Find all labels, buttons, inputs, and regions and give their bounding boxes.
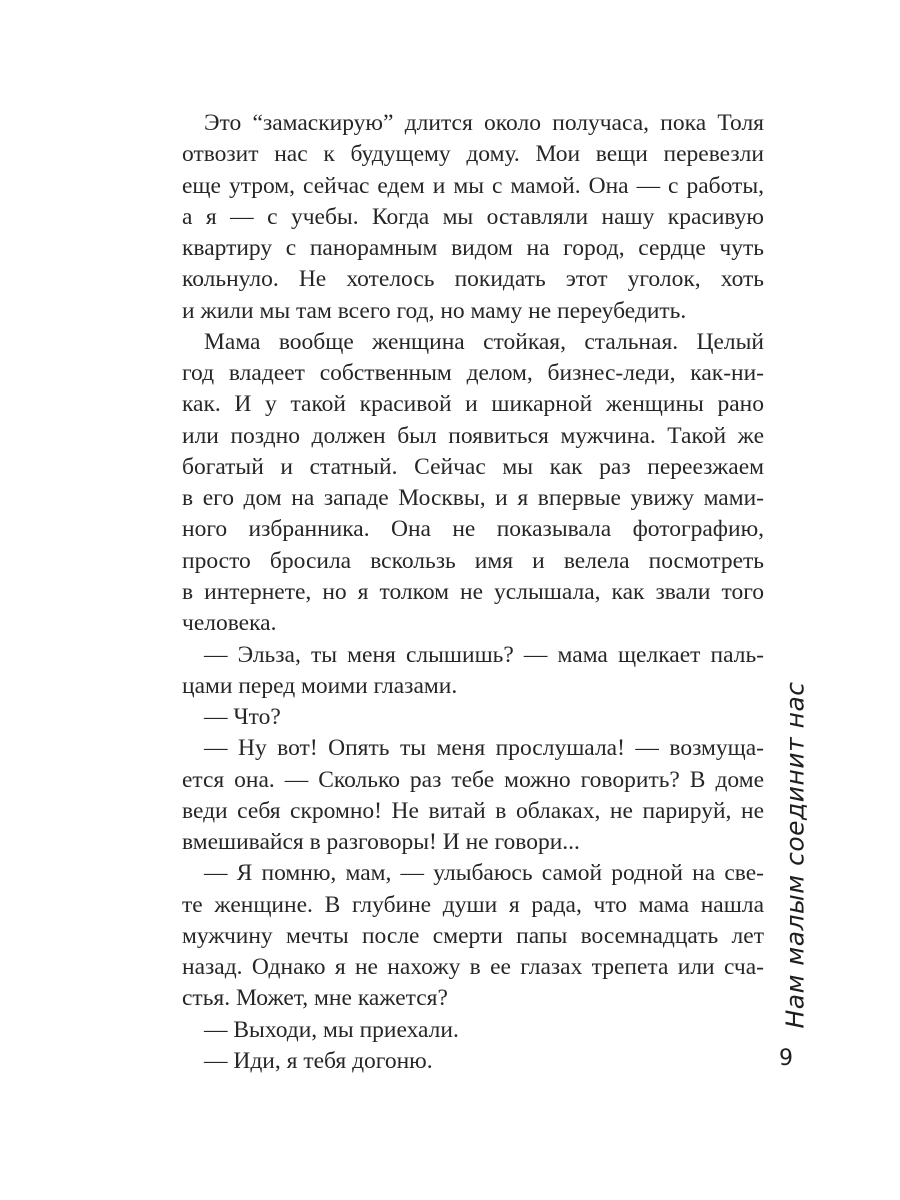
paragraph	[182, 733, 764, 858]
text-line: веди себя скромно! Не витай в облаках, не парируй, не	[182, 797, 764, 824]
text-line: или поздно должен был появиться мужчина. Такой же	[182, 422, 764, 449]
text-line: отвозит нас к будущему дому. Мои вещи перевезли	[182, 141, 764, 168]
text-line: Мама вообще женщина стойкая, стальная. Целый	[204, 328, 764, 355]
paragraph	[182, 108, 764, 327]
running-title: Нам малым соединит нас	[780, 681, 810, 1029]
text-line: — Выходи, мы приехали.	[204, 1016, 459, 1043]
text-line: а я — с учебы. Когда мы оставляли нашу красивую	[182, 203, 764, 230]
text-line: ного избранника. Она не показывала фотографию,	[182, 516, 764, 543]
paragraph	[182, 858, 764, 1014]
text-line: человека.	[182, 610, 277, 637]
text-line: квартиру с панорамным видом на город, сердце чуть	[182, 235, 764, 262]
text-line: — Ну вот! Опять ты меня прослушала! — возмуща-	[204, 735, 764, 762]
text-line: ется она. — Сколько раз тебе можно говорить? В доме	[182, 766, 764, 793]
text-line: и жили мы там всего год, но маму не переубедить.	[182, 297, 687, 324]
text-line: — Иди, я тебя догоню.	[204, 1047, 433, 1074]
text-line: стья. Может, мне кажется?	[182, 985, 448, 1012]
text-line: — Я помню, мам, — улыбаюсь самой родной на све-	[204, 860, 764, 887]
text-line: назад. Однако я не нахожу в ее глазах трепета или сча-	[182, 954, 764, 981]
text-line: год владеет собственным делом, бизнес-леди, как-ни-	[182, 360, 764, 387]
paragraph	[182, 327, 764, 640]
text-line: в его дом на западе Москвы, и я впервые увижу мами-	[182, 485, 764, 512]
text-line: просто бросила вскользь имя и велела посмотреть	[182, 547, 764, 574]
paragraph	[182, 1046, 764, 1077]
text-line: как. И у такой красивой и шикарной женщины рано	[182, 391, 764, 418]
text-line: Это “замаскирую” длится около получаса, пока Толя	[204, 110, 764, 136]
text-line: мужчину мечты после смерти папы восемнадцать лет	[182, 922, 764, 949]
text-line: кольнуло. Не хотелось покидать этот уголок, хоть	[182, 266, 764, 293]
paragraph	[182, 1015, 764, 1046]
text-line: в интернете, но я толком не услышала, как звали того	[182, 578, 764, 605]
body-text	[182, 108, 764, 1077]
text-line: — Эльза, ты меня слышишь? — мама щелкает паль-	[204, 641, 764, 668]
text-line: вмешивайся в разговоры! И не говори...	[182, 829, 580, 856]
text-line: те женщине. В глубине души я рада, что мама нашла	[182, 891, 764, 918]
text-line: цами перед моими глазами.	[182, 672, 458, 699]
page-number: 9	[779, 1046, 793, 1071]
paragraph	[182, 640, 764, 703]
paragraph	[182, 702, 764, 733]
text-line: еще утром, сейчас едем и мы с мамой. Она — с работы,	[182, 172, 764, 199]
text-line: — Что?	[204, 704, 281, 731]
text-line: богатый и статный. Сейчас мы как раз переезжаем	[182, 453, 764, 480]
